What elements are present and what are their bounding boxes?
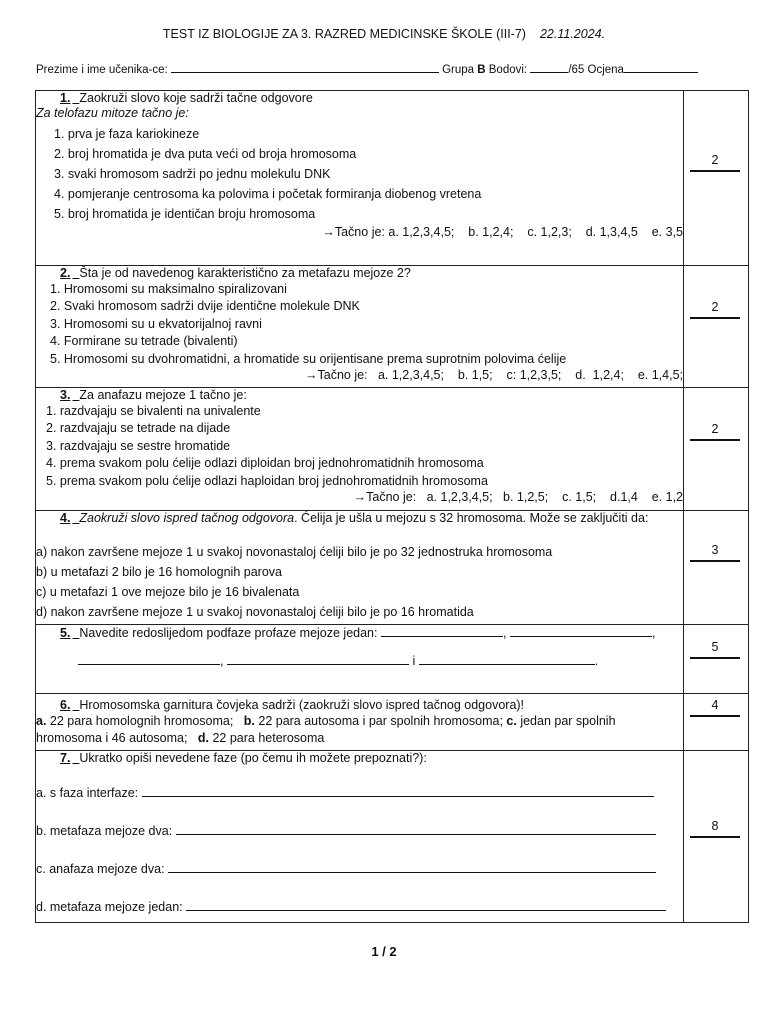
answer-line-c[interactable] (168, 861, 656, 873)
question-6 (36, 694, 684, 751)
points-cell-3 (684, 388, 749, 511)
separator: , (502, 626, 507, 640)
question-row-6 (36, 694, 749, 751)
option-letter-a: a. (36, 714, 47, 728)
question-prompt: Šta je od navedenog karakteristično za metafazu mejoze 2? (79, 266, 411, 280)
question-prompt: Navedite redoslijedom podfaze profaze mejoze jedan: (79, 626, 378, 640)
question-options (36, 713, 683, 747)
option-d: 22 para heterosoma (209, 731, 325, 745)
option-5: 5. broj hromatida je identičan broju hromosoma (54, 207, 316, 221)
question-number: 4. (60, 511, 71, 525)
question-row-3 (36, 388, 749, 511)
test-title (0, 27, 768, 42)
points-cell-4 (684, 511, 749, 625)
grade-label: Ocjena (587, 64, 624, 76)
points-max: /65 (568, 64, 585, 76)
question-row-5 (36, 625, 749, 694)
question-5 (36, 625, 684, 694)
question-number: 6. (60, 698, 71, 712)
option-1: 1. Hromosomi su maksimalno spiralizovani (50, 282, 287, 296)
test-date: 22.11.2024. (539, 27, 606, 41)
option-letter-b: b. (243, 714, 255, 728)
name-field[interactable] (171, 61, 439, 73)
answer-choices: →Tačno je: a. 1,2,3,4,5; b. 1,2,4; c. 1,2,3; d. 1,3,4,5 e. 3,5 (322, 225, 683, 239)
points-value: 2 (690, 422, 740, 441)
page-number: 1 / 2 (371, 944, 397, 959)
line-label-a: a. s faza interfaze: (36, 786, 139, 800)
answer-blank-4[interactable] (227, 653, 409, 665)
question-row-4 (36, 511, 749, 625)
name-label: Prezime i ime učenika-ce: (36, 64, 168, 76)
option-a: a) nakon završene mejoze 1 u svakoj novonastaloj ćeliji bilo je po 32 jednostruka hromosoma (36, 545, 553, 559)
question-row-7 (36, 751, 749, 923)
points-value: 3 (690, 543, 740, 562)
question-number: 5. (60, 626, 71, 640)
option-4: 4. pomjeranje centrosoma ka polovima i početak formiranja diobenog vretena (54, 187, 482, 201)
points-value: 4 (690, 698, 740, 717)
separator: , (651, 626, 656, 640)
question-prompt: Hromosomska garnitura čovjeka sadrži (zaokruži slovo ispred tačnog odgovora)! (79, 698, 525, 712)
question-4 (36, 511, 684, 625)
separator: , (220, 654, 224, 668)
points-cell-7 (684, 751, 749, 923)
question-7 (36, 751, 684, 923)
option-letter-c: c. (506, 714, 517, 728)
group-label: Grupa (442, 64, 475, 76)
line-label-d: d. metafaza mejoze jedan: (36, 900, 183, 914)
option-2: 2. Svaki hromosom sadrži dvije identične molekule DNK (50, 299, 360, 314)
question-prompt: Ukratko opiši nevedene faze (po čemu ih možete prepoznati?): (79, 751, 427, 765)
points-cell-6 (684, 694, 749, 751)
option-2: 2. razdvajaju se tetrade na dijade (46, 421, 231, 436)
answer-blank-3[interactable] (78, 653, 220, 665)
option-d: d) nakon završene mejoze 1 u svakoj novonastaloj ćeliji bilo je po 16 hromatida (36, 605, 474, 619)
answer-blank-2[interactable] (510, 625, 652, 637)
points-value: 2 (690, 300, 740, 319)
question-2 (36, 266, 684, 388)
question-subprompt: Za telofazu mitoze tačno je: (36, 106, 189, 120)
question-number: 7. (60, 751, 71, 765)
option-3: 3. svaki hromosom sadrži po jednu molekulu DNK (54, 167, 331, 181)
option-b: 22 para autosoma i par spolnih hromosoma; (254, 714, 507, 728)
question-number: 2. (60, 266, 71, 280)
points-field[interactable] (530, 61, 568, 73)
answer-line-a[interactable] (142, 785, 654, 797)
points-value: 8 (690, 819, 740, 838)
student-info-line (36, 61, 698, 78)
question-number: 1. (60, 91, 71, 105)
question-prompt: Za anafazu mejoze 1 tačno je: (79, 388, 247, 402)
points-value: 2 (690, 153, 740, 172)
separator: i (412, 654, 416, 668)
question-row-2 (36, 266, 749, 388)
line-label-c: c. anafaza mejoze dva: (36, 862, 165, 876)
points-cell-1 (684, 91, 749, 266)
option-2: 2. broj hromatida je dva puta veći od broja hromosoma (54, 147, 357, 161)
separator: . (594, 654, 599, 668)
option-1: 1. razdvajaju se bivalenti na univalente (46, 404, 261, 418)
question-prompt: Zaokruži slovo koje sadrži tačne odgovore (79, 91, 313, 105)
question-prompt: . Ćelija je ušla u mejozu s 32 hromosoma. Može se zaključiti da: (294, 511, 649, 525)
points-label: Bodovi: (488, 64, 528, 76)
option-5: 5. prema svakom polu ćelije odlazi haploidan broj jednohromatidnih hromosoma (46, 473, 488, 488)
points-cell-5 (684, 625, 749, 694)
answer-line-d[interactable] (186, 899, 666, 911)
answer-blank-5[interactable] (419, 653, 595, 665)
option-5: 5. Hromosomi su dvohromatidni, a hromatide su orijentisane prema suprotnim polovima ćelije (50, 351, 567, 366)
question-prompt-italic: Zaokruži slovo ispred tačnog odgovora (79, 511, 295, 525)
answer-choices: →Tačno je: a. 1,2,3,4,5; b. 1,5; c: 1,2,3,5; d. 1,2,4; e. 1,4,5; (305, 368, 683, 383)
option-3: 3. Hromosomi su u ekvatorijalnoj ravni (50, 316, 262, 331)
option-c: jedan par spolnih hromosoma i 46 autosoma; (36, 714, 620, 745)
test-table (35, 90, 749, 923)
grade-field[interactable] (624, 61, 698, 73)
option-a: 22 para homolognih hromosoma; (46, 714, 244, 728)
question-3 (36, 388, 684, 511)
option-3: 3. razdvajaju se sestre hromatide (46, 438, 231, 453)
group-value: B (477, 64, 486, 76)
option-b: b) u metafazi 2 bilo je 16 homolognih parova (36, 565, 282, 579)
option-4: 4. Formirane su tetrade (bivalenti) (50, 334, 238, 349)
points-cell-2 (684, 266, 749, 388)
option-1: 1. prva je faza kariokineze (54, 127, 200, 141)
title-text: TEST IZ BIOLOGIJE ZA 3. RAZRED MEDICINSKE ŠKOLE (III-7) (162, 27, 526, 41)
answer-line-b[interactable] (176, 823, 656, 835)
line-label-b: b. metafaza mejoze dva: (36, 824, 173, 838)
answer-choices: →Tačno je: a. 1,2,3,4,5; b. 1,2,5; c. 1,5; d.1,4 e. 1,2 (353, 490, 683, 505)
question-row-1 (36, 91, 749, 266)
answer-blank-1[interactable] (381, 625, 503, 637)
points-value: 5 (690, 640, 740, 659)
option-c: c) u metafazi 1 ove mejoze bilo je 16 bivalenata (36, 585, 300, 599)
option-letter-d: d. (197, 731, 209, 745)
question-number: 3. (60, 388, 71, 402)
question-1 (36, 91, 684, 266)
option-4: 4. prema svakom polu ćelije odlazi diploidan broj jednohromatidnih hromosoma (46, 456, 484, 471)
